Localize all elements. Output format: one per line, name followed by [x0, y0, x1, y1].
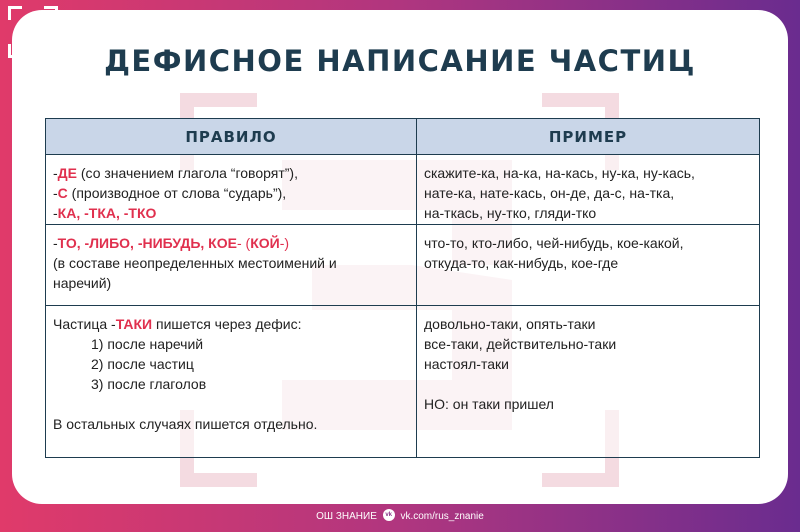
rule-note: В остальных случаях пишется отдельно.	[53, 416, 318, 432]
header-rule: ПРАВИЛО	[46, 119, 417, 155]
vk-icon: vk	[383, 509, 395, 521]
example-line: на-ткась, ну-тко, гляди-тко	[424, 205, 597, 221]
table-row	[46, 225, 760, 306]
example-note: НО: он таки пришел	[424, 396, 554, 412]
header-example: ПРИМЕР	[417, 119, 760, 155]
rule-line: Частица -ТАКИ пишется через дефис:	[53, 316, 302, 332]
example-line: скажите-ка, на-ка, на-кась, ну-ка, ну-кась,	[424, 165, 695, 181]
rule-line: -ТО, -ЛИБО, -НИБУДЬ, КОЕ- (КОЙ-)	[53, 235, 290, 251]
example-line: нате-ка, нате-кась, он-де, да-с, на-тка,	[424, 185, 675, 201]
footer-link[interactable]: vk.com/rus_znanie	[400, 511, 484, 522]
rule-line: -ДЕ (со значением глагола “говорят”),	[53, 165, 298, 181]
example-cell	[417, 225, 760, 306]
table-row	[46, 306, 760, 458]
rules-table	[45, 118, 760, 458]
example-cell	[417, 155, 760, 225]
rule-cell	[46, 225, 417, 306]
rule-cell	[46, 306, 417, 458]
table-header-row	[46, 119, 760, 155]
rule-line: (в составе неопределенных местоимений и	[53, 255, 337, 271]
example-line: что-то, кто-либо, чей-нибудь, кое-какой,	[424, 235, 684, 251]
example-line: все-таки, действительно-таки	[424, 336, 617, 352]
list-item: 1) после наречий	[91, 336, 204, 352]
page-title: ДЕФИСНОЕ НАПИСАНИЕ ЧАСТИЦ	[104, 44, 696, 78]
rule-line: наречий)	[53, 275, 112, 291]
footer	[0, 509, 800, 524]
rule-cell	[46, 155, 417, 225]
list-item: 2) после частиц	[91, 356, 194, 372]
example-cell	[417, 306, 760, 458]
rule-line: -С (производное от слова “сударь”),	[53, 185, 287, 201]
example-line: настоял-таки	[424, 356, 509, 372]
list-item: 3) после глаголов	[91, 376, 207, 392]
rule-line: -КА, -ТКА, -ТКО	[53, 205, 157, 221]
table-row	[46, 155, 760, 225]
example-line: откуда-то, как-нибудь, кое-где	[424, 255, 619, 271]
footer-school: ОШ ЗНАНИЕ	[316, 511, 377, 522]
content-card	[12, 10, 788, 504]
example-line: довольно-таки, опять-таки	[424, 316, 596, 332]
